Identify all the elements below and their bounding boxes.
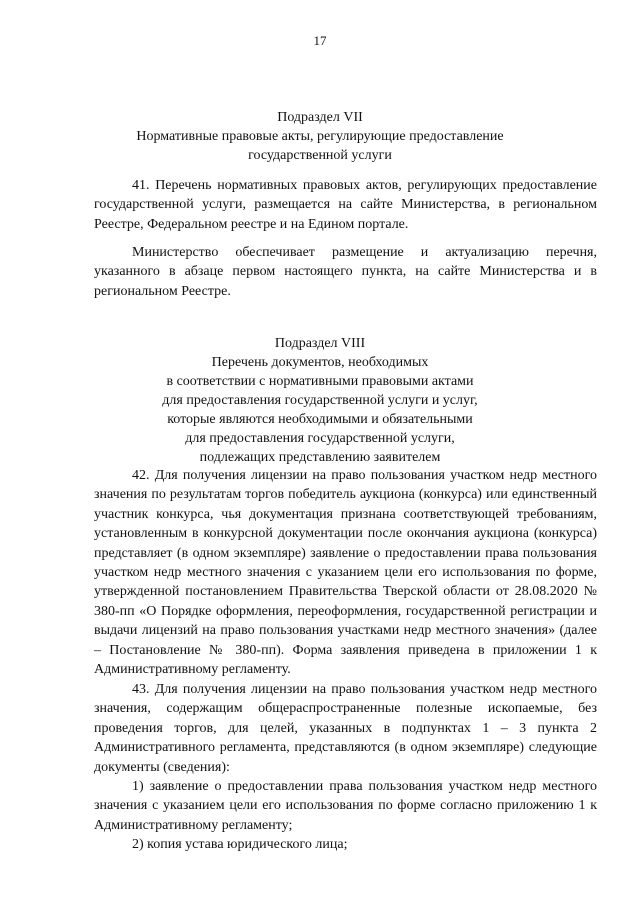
paragraph-43-item-2: 2) копия устава юридического лица;	[132, 837, 348, 852]
section-7-heading	[95, 108, 545, 165]
paragraph-43-item-1: 1) заявление о предоставлении права пользования участком недр местного значения с указанием цели его использования по форме согласно приложению 1 к Административному регламенту;	[94, 779, 597, 833]
paragraph-42: 42. Для получения лицензии на право пользования участком недр местного значения по результатам торгов победитель аукциона (конкурса) или единственный участник конкурса, чья документация признана соответствующей требованиям, установленным в конкурсной документации после окончания аукциона (конкурса) представляет (в одном экземпляре) заявление о предоставлении права пользования участком недр местного значения с указанием цели его использования по форме, утвержденной постановлением Правительства Тверской области от 28.08.2020 № 380-пп «О Порядке оформления, переоформления, государственной регистрации и выдачи лицензий на право пользования участками недр местного значения» (далее – Постановление № 380-пп). Форма заявления приведена в приложении 1 к Административному регламенту.	[94, 468, 597, 678]
section-8-heading-line: подлежащих представлению заявителем	[199, 450, 441, 465]
section-8-heading-line: для предоставления государственной услуги,	[185, 431, 455, 446]
section-8-heading-line: которые являются необходимыми и обязательными	[167, 412, 473, 427]
paragraph-43: 43. Для получения лицензии на право пользования участком недр местного значения, содержащим общераспространенные полезные ископаемые, без проведения торгов, для целей, указанных в подпунктах 1 – 3 пункта 2 Административного регламента, представляются (в одном экземпляре) следующие документы (сведения):	[94, 682, 597, 775]
section-8-heading	[95, 334, 545, 467]
paragraph-41-continuation: Министерство обеспечивает размещение и актуализацию перечня, указанного в абзаце первом настоящего пункта, на сайте Министерства и в региональном Реестре.	[94, 245, 597, 299]
section-7-heading-line: государственной услуги	[248, 148, 392, 163]
section-7-heading-line: Нормативные правовые акты, регулирующие предоставление	[136, 129, 504, 144]
section-7-title: Подраздел VII	[277, 110, 363, 125]
page-number: 17	[313, 33, 327, 48]
paragraph-41: 41. Перечень нормативных правовых актов, регулирующих предоставление государственной услуги, размещается на сайте Министерства, в региональном Реестре, Федеральном реестре и на Едином портале.	[94, 178, 597, 232]
section-8-heading-line: Перечень документов, необходимых	[211, 355, 429, 370]
section-8-heading-line: в соответствии с нормативными правовыми актами	[166, 374, 474, 389]
section-8-heading-line: для предоставления государственной услуги и услуг,	[162, 393, 478, 408]
section-8-title: Подраздел VIII	[274, 336, 366, 351]
